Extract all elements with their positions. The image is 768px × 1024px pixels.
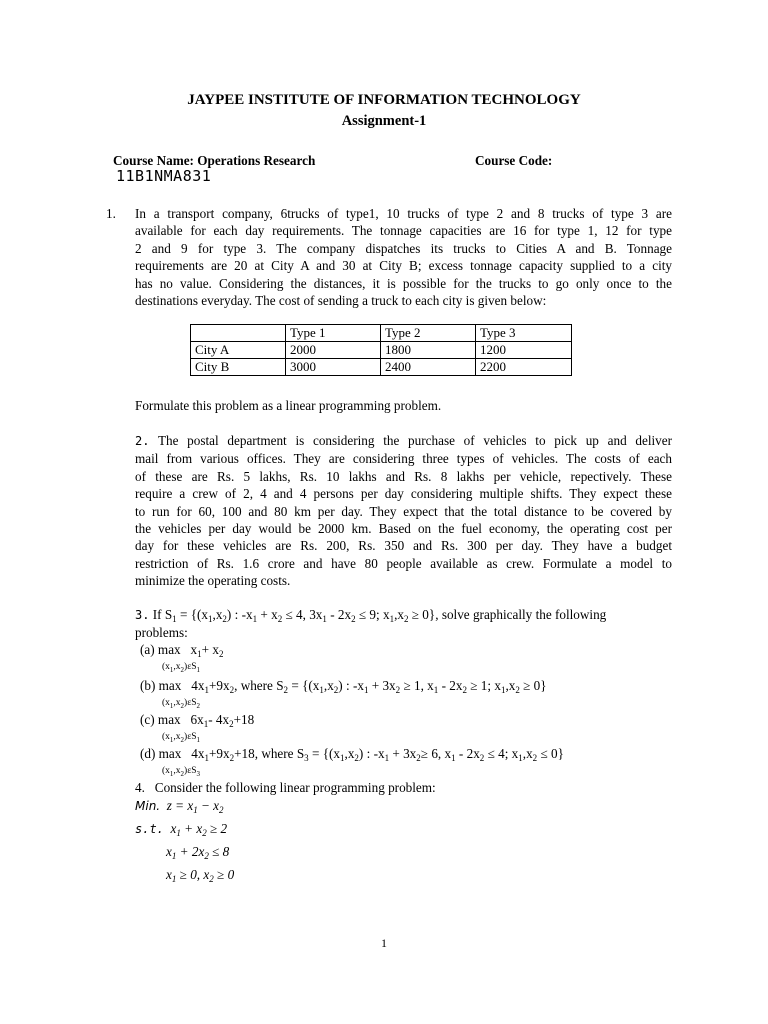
q1-number: 1.	[106, 206, 116, 221]
q3-where-s2: , where S	[234, 678, 284, 693]
q2-line	[135, 432, 672, 450]
q2-line: require a crew of 2, 4 and 4 persons per day considering multiple shifts. They expect these	[135, 486, 672, 502]
q1-line: available for each day requirements. The tonnage capacities are 16 for type 1, 12 for type	[135, 223, 672, 239]
course-code-label: Course Code:	[475, 153, 553, 168]
q3-part-d: (d) $\max 4x_1+9x_2+18$, where $S_3 = \{(x_1,x_2)$ : $-x_1 + 3x_2\ge 6$, $x_1 - 2x_2 \le 4$; $x_1,x_2 \le 0$}	[140, 746, 564, 763]
q1-line: has no value. Considering the distances, it is possible for the trucks to go only once to the	[135, 275, 672, 291]
q3-part-b-domain: $(x_1,x_2)\varepsilon S_2$	[162, 698, 200, 710]
q4-constraint-2: $x_1 + 2x_2 \le 8$	[166, 844, 230, 861]
q2-number: 2.	[135, 434, 150, 448]
q4-number: 4.	[135, 780, 145, 795]
q2-line: day for these vehicles are Rs. 200, Rs. 350 and Rs. 300 per day. They have a budget	[135, 538, 672, 554]
q4-constraint-1: s.t. $x_1 + x_2 \ge 2$	[135, 821, 228, 838]
q4-objective: Min. $z = x_1 - x_2$	[135, 798, 224, 815]
course-name: Course Name: Operations Research	[113, 153, 316, 168]
table-cell: City B	[191, 359, 286, 376]
q4-min-label: Min.	[135, 799, 161, 813]
q3-part-c: (c) $\max 6x_1-$ $4x_2+18$	[140, 712, 255, 729]
course-code: 11B1NMA831	[116, 167, 212, 185]
table-row	[191, 342, 572, 359]
table-cell: 1200	[476, 342, 572, 359]
q1-line: In a transport company, 6trucks of type1, 10 trucks of type 2 and 8 trucks of type 3 are	[135, 206, 672, 221]
q2-line: minimize the operating costs.	[135, 573, 291, 589]
q3-intro-tail: , solve graphically the following	[435, 607, 607, 622]
institute-title: JAYPEE INSTITUTE OF INFORMATION TECHNOLOGY	[187, 92, 581, 108]
cost-table	[190, 324, 572, 376]
q4-st-label: s.t.	[135, 822, 164, 836]
q2-line: mail from various offices. They are considering three types of vehicles. The costs of each	[135, 451, 672, 467]
q2-line: the vehicles per day would be 2000 km. Based on the fuel economy, the operating cost per	[135, 521, 672, 537]
q2-text	[135, 432, 672, 590]
q3-part-b: (b) $\max 4x_1+9x_2$, where $S_2 = \{(x_1,x_2)$ : $-x_1 + 3x_2 \ge 1$, $x_1 - 2x_2 \ge 1$; $x_1,x_2 \ge 0$}	[140, 678, 547, 695]
table-cell: City A	[191, 342, 286, 359]
q1-text	[135, 205, 672, 309]
assignment-title: Assignment-1	[341, 113, 427, 129]
q4-intro-text: Consider the following linear programming problem:	[154, 780, 436, 795]
q3-where-s3: , where S	[254, 746, 305, 761]
q2-line: of these are Rs. 5 lakhs, Rs. 10 lakhs and Rs. 8 lakhs per vehicle, repectively. These	[135, 468, 672, 484]
table-cell: 3000	[286, 359, 381, 376]
q4-intro	[135, 779, 436, 796]
table-cell: 2200	[476, 359, 572, 376]
q3-c-label: (c) max	[140, 712, 181, 727]
table-cell: 1800	[381, 342, 476, 359]
q1-line: 2 and 9 for type 3. The company dispatches its trucks to Cities A and B. Tonnage	[135, 240, 672, 256]
table-cell: 2400	[381, 359, 476, 376]
table-cell: 2000	[286, 342, 381, 359]
q2-line: to run for 60, 100 and 80 km per day. They expect that the total distance to be covered by	[135, 503, 672, 519]
table-row	[191, 359, 572, 376]
q3-part-a: (a) $\max x_1+ x_2$	[140, 642, 224, 659]
table-cell: Type 3	[476, 325, 572, 342]
q3-problems: problems:	[135, 625, 188, 640]
q3-part-a-domain: $(x_1,x_2)\varepsilon S_1$	[162, 662, 200, 674]
q3-a-label: (a) max	[140, 642, 181, 657]
q1-line: destinations everyday. The cost of sending a truck to each city is given below:	[135, 293, 547, 309]
q3-intro: 3. If $S_1 = \{(x_1,x_2)$ : $-x_1 + x_2 \le 4$, $3x_1 - 2x_2 \le 9$; $x_1,x_2 \ge 0$}, solve graphically the following	[135, 607, 607, 624]
page-number: 1	[381, 936, 387, 950]
table-cell: Type 2	[381, 325, 476, 342]
q3-part-d-domain: $(x_1,x_2)\varepsilon S_3$	[162, 766, 200, 778]
q3-part-c-domain: $(x_1,x_2)\varepsilon S_1$	[162, 732, 200, 744]
q1-line: requirements are 20 at City A and 30 at City B; excess tonnage capacity supplied to a city	[135, 258, 672, 274]
q3-number: 3.	[135, 608, 150, 622]
q3-b-label: (b) max	[140, 678, 182, 693]
q3-d-label: (d) max	[140, 746, 182, 761]
q2-line: restriction of Rs. 1.6 crore and have 80 people available as crew. Formulate a model to	[135, 555, 672, 571]
table-header-row	[191, 325, 572, 342]
table-cell: Type 1	[286, 325, 381, 342]
q2-line-text: The postal department is considering the purchase of vehicles to pick up and deliver	[157, 433, 672, 448]
q4-constraint-3: $x_1 \ge 0$, $x_2 \ge 0$	[166, 867, 235, 884]
table-cell	[191, 325, 286, 342]
q1-formulate: Formulate this problem as a linear programming problem.	[135, 398, 442, 413]
